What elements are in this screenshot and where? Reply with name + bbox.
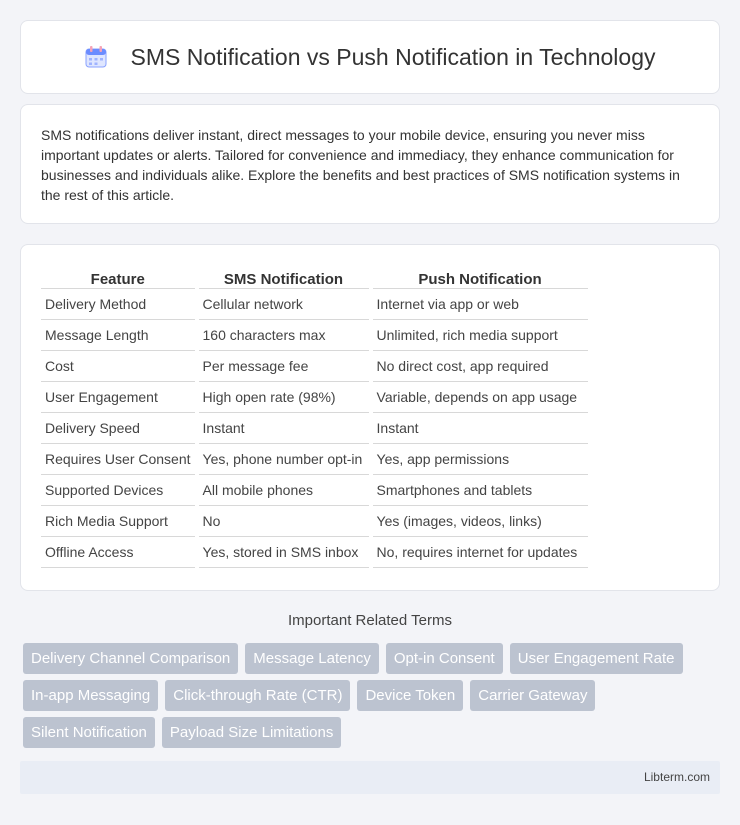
- table-row: [41, 320, 588, 351]
- feature-cell: Offline Access: [41, 537, 195, 568]
- feature-cell: Supported Devices: [41, 475, 195, 506]
- tag-row: [23, 680, 723, 711]
- tag-carrier-gateway[interactable]: Carrier Gateway: [470, 680, 595, 711]
- sms-cell: High open rate (98%): [199, 382, 369, 413]
- tag-row: [23, 717, 723, 748]
- sms-cell: All mobile phones: [199, 475, 369, 506]
- feature-cell: User Engagement: [41, 382, 195, 413]
- footer: [20, 761, 720, 794]
- tag-silent-notification[interactable]: Silent Notification: [23, 717, 155, 748]
- tag-opt-in-consent[interactable]: Opt-in Consent: [386, 643, 503, 674]
- calendar-icon: [84, 45, 108, 69]
- push-cell: Variable, depends on app usage: [373, 382, 588, 413]
- tag-payload-size-limitations[interactable]: Payload Size Limitations: [162, 717, 341, 748]
- feature-cell: Delivery Method: [41, 289, 195, 320]
- sms-cell: Per message fee: [199, 351, 369, 382]
- comparison-table: [37, 265, 592, 568]
- table-row: [41, 537, 588, 568]
- tag-row: [23, 643, 723, 674]
- table-row: [41, 351, 588, 382]
- comparison-card: [20, 244, 720, 591]
- feature-cell: Rich Media Support: [41, 506, 195, 537]
- push-cell: Internet via app or web: [373, 289, 588, 320]
- tag-device-token[interactable]: Device Token: [357, 680, 463, 711]
- push-cell: Smartphones and tablets: [373, 475, 588, 506]
- table-row: [41, 444, 588, 475]
- table-row: [41, 289, 588, 320]
- push-cell: No direct cost, app required: [373, 351, 588, 382]
- header-sms: SMS Notification: [199, 265, 369, 289]
- header-feature: Feature: [41, 265, 195, 289]
- header-push: Push Notification: [373, 265, 588, 289]
- sms-cell: 160 characters max: [199, 320, 369, 351]
- tag-user-engagement-rate[interactable]: User Engagement Rate: [510, 643, 683, 674]
- table-row: [41, 413, 588, 444]
- tag-message-latency[interactable]: Message Latency: [245, 643, 379, 674]
- footer-site-link[interactable]: Libterm.com: [643, 770, 710, 784]
- sms-cell: No: [199, 506, 369, 537]
- sms-cell: Yes, phone number opt-in: [199, 444, 369, 475]
- push-cell: Yes, app permissions: [373, 444, 588, 475]
- title-card: [20, 20, 720, 94]
- push-cell: Unlimited, rich media support: [373, 320, 588, 351]
- sms-cell: Yes, stored in SMS inbox: [199, 537, 369, 568]
- feature-cell: Cost: [41, 351, 195, 382]
- intro-card: [20, 104, 720, 224]
- table-row: [41, 475, 588, 506]
- table-header-row: [41, 265, 588, 289]
- push-cell: Instant: [373, 413, 588, 444]
- table-row: [41, 382, 588, 413]
- feature-cell: Message Length: [41, 320, 195, 351]
- feature-cell: Delivery Speed: [41, 413, 195, 444]
- table-row: [41, 506, 588, 537]
- tag-click-through-rate[interactable]: Click-through Rate (CTR): [165, 680, 350, 711]
- tag-delivery-channel-comparison[interactable]: Delivery Channel Comparison: [23, 643, 238, 674]
- feature-cell: Requires User Consent: [41, 444, 195, 475]
- related-terms-list: [23, 643, 723, 754]
- sms-cell: Cellular network: [199, 289, 369, 320]
- related-terms-heading: Important Related Terms: [288, 612, 452, 629]
- tag-in-app-messaging[interactable]: In-app Messaging: [23, 680, 158, 711]
- page-title: SMS Notification vs Push Notification in Technology: [130, 43, 656, 70]
- intro-text: SMS notifications deliver instant, direct messages to your mobile device, ensuring you never miss important updates or alerts. Tailored for convenience and immediacy, they enhance communication for businesses and individuals alike. Explore the benefits and best practices of SMS notification systems in the rest of this article.: [41, 127, 680, 203]
- push-cell: No, requires internet for updates: [373, 537, 588, 568]
- push-cell: Yes (images, videos, links): [373, 506, 588, 537]
- sms-cell: Instant: [199, 413, 369, 444]
